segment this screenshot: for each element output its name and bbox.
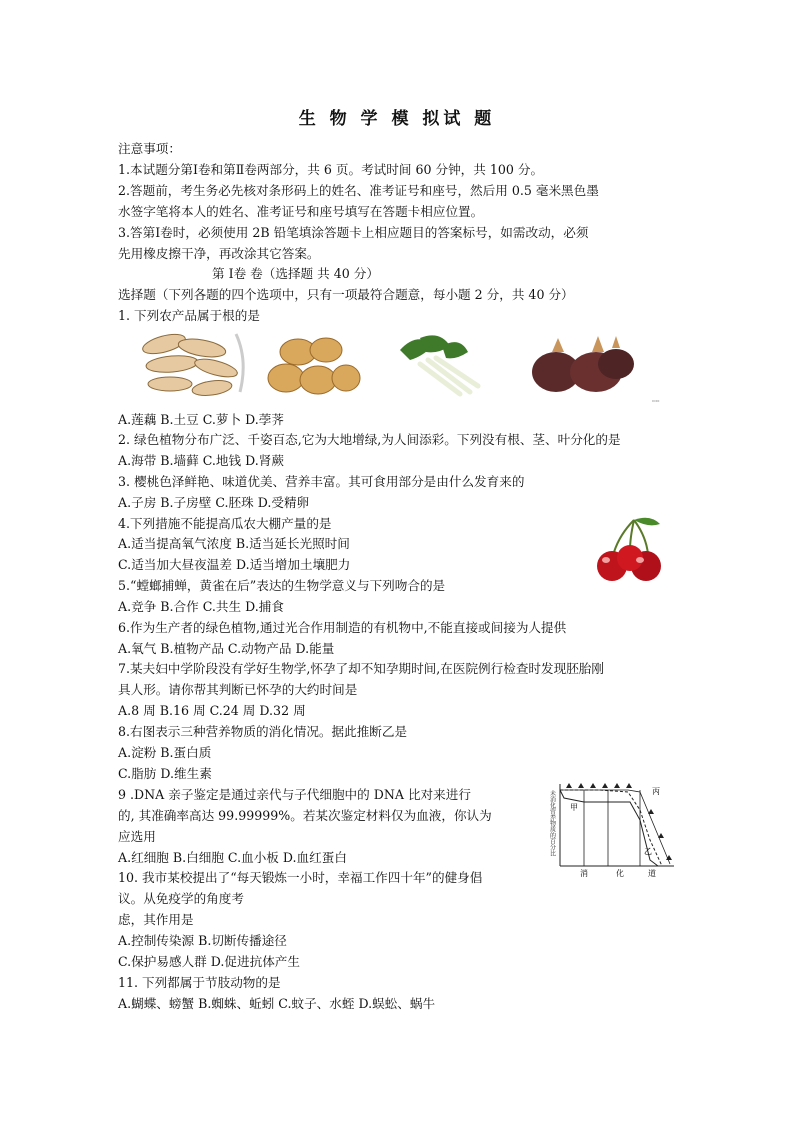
- digestion-chart: [540, 780, 680, 880]
- x-tick-label: 消: [580, 869, 588, 878]
- question-options: A.适当提高氧气浓度 B.适当延长光照时间: [118, 536, 350, 551]
- x-tick-label: 道: [648, 869, 656, 878]
- question-line: 2. 绿色植物分布广泛、千姿百态,它为大地增绿,为人间添彩。下列没有根、茎、叶分化的是: [118, 432, 621, 447]
- question-options: A.子房 B.子房壁 C.胚珠 D.受精卵: [118, 495, 310, 510]
- question-options: A.氧气 B.植物产品 C.动物产品 D.能量: [118, 641, 335, 656]
- x-tick-label: 化: [616, 869, 624, 878]
- question-line: 的, 其准确率高达 99.99999%。若某次鉴定材料仅为血液，你认为: [118, 808, 492, 823]
- question-options: A.红细胞 B.白细胞 C.血小板 D.血红蛋白: [118, 850, 347, 865]
- question-line: 应选用: [118, 829, 156, 844]
- note-line: 2.答题前，考生务必先核对条形码上的姓名、准考证号和座号，然后用 0.5 毫米黑色墨: [118, 183, 599, 198]
- notes-heading: 注意事项：: [118, 141, 181, 156]
- question-line: 5.“螳螂捕蝉，黄雀在后”表达的生物学意义与下列吻合的是: [118, 578, 446, 593]
- question-line: 4.下列措施不能提高瓜农大棚产量的是: [118, 516, 332, 531]
- question-line: 虑，其作用是: [118, 912, 194, 927]
- page-title: 生 物 学 模 拟试 题: [298, 109, 496, 129]
- lotus-root-image: [136, 330, 248, 398]
- series-bing-line: [560, 790, 670, 864]
- question-line: 1. 下列农产品属于根的是: [118, 308, 260, 323]
- question-line: 6.作为生产者的绿色植物,通过光合作用制造的有机物中,不能直接或间接为人提供: [118, 620, 567, 635]
- series-label-jia: 甲: [570, 803, 578, 812]
- image-credit-mark: ▭▭: [652, 398, 660, 403]
- question-options: C.适当加大昼夜温差 D.适当增加土壤肥力: [118, 557, 351, 572]
- crop-images: [132, 330, 672, 405]
- question-line: 议。从免疫学的角度考: [118, 891, 244, 906]
- radish-image: [390, 330, 490, 398]
- section-title: 第 Ⅰ卷 卷（选择题 共 40 分）: [212, 266, 379, 281]
- water-chestnut-image: [524, 330, 636, 398]
- potato-image: [264, 330, 364, 398]
- question-options: A.8 周 B.16 周 C.24 周 D.32 周: [118, 703, 306, 718]
- question-line: 9 .DNA 亲子鉴定是通过亲代与子代细胞中的 DNA 比对来进行: [118, 787, 471, 802]
- question-options: C.保护易感人群 D.促进抗体产生: [118, 954, 300, 969]
- question-line: 10. 我市某校提出了“每天锻炼一小时，幸福工作四十年”的健身倡: [118, 870, 483, 885]
- chart-ylabel: 未消化营养物质的百分比: [548, 790, 556, 856]
- question-options: A.蝴蝶、螃蟹 B.蜘蛛、蚯蚓 C.蚊子、水蛭 D.蜈蚣、蜗牛: [118, 996, 436, 1011]
- question-line: 8.右图表示三种营养物质的消化情况。据此推断乙是: [118, 724, 408, 739]
- question-options: C.脂肪 D.维生素: [118, 766, 212, 781]
- question-line: 具人形。请你帮其判断已怀孕的大约时间是: [118, 682, 358, 697]
- note-line: 先用橡皮擦干净，再改涂其它答案。: [118, 246, 320, 261]
- question-line: 3. 樱桃色泽鲜艳、味道优美、营养丰富。其可食用部分是由什么发育来的: [118, 474, 525, 489]
- question-line: 7.某夫妇中学阶段没有学好生物学,怀孕了却不知孕期时间,在医院例行检查时发现胚胎刚: [118, 661, 604, 676]
- question-line: 11. 下列都属于节肢动物的是: [118, 975, 281, 990]
- question-options: A.海带 B.墙藓 C.地钱 D.肾蕨: [118, 453, 284, 468]
- instructions: 选择题（下列各题的四个选项中，只有一项最符合题意，每小题 2 分，共 40 分）: [118, 287, 574, 302]
- question-options: A.竞争 B.合作 C.共生 D.捕食: [118, 599, 284, 614]
- question-options: A.莲藕 B.土豆 C.萝卜 D.荸荠: [118, 412, 284, 427]
- series-label-bing: 丙: [652, 787, 660, 796]
- note-line: 3.答第Ⅰ卷时，必须使用 2B 铅笔填涂答题卡上相应题目的答案标号，如需改动，必须: [118, 225, 589, 240]
- note-line: 1.本试题分第Ⅰ卷和第Ⅱ卷两部分，共 6 页。考试时间 60 分钟，共 100 分。: [118, 162, 544, 177]
- question-options: A.淀粉 B.蛋白质: [118, 745, 212, 760]
- series-label-yi: 乙: [644, 847, 652, 856]
- question-options: A.控制传染源 B.切断传播途径: [118, 933, 287, 948]
- cherry-image: [590, 514, 670, 586]
- note-line: 水签字笔将本人的姓名、准考证号和座号填写在答题卡相应位置。: [118, 204, 484, 219]
